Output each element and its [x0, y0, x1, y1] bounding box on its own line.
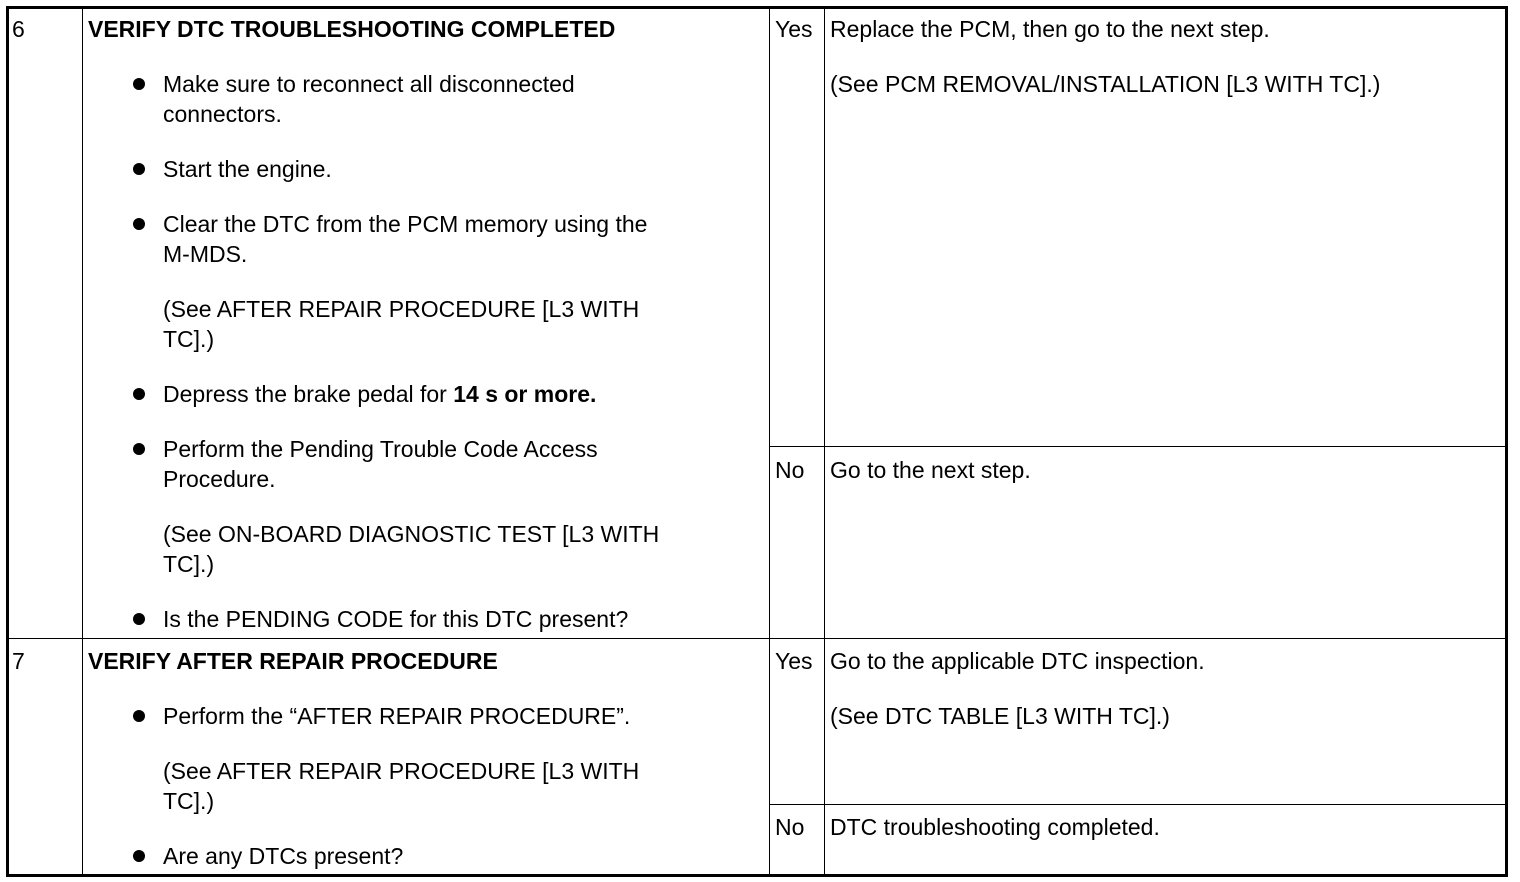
emphasis-text: PENDING CODE: [225, 606, 404, 632]
result-yes-label: Yes: [775, 16, 813, 42]
list-item-line: Are any DTCs present?: [163, 843, 404, 869]
list-item-line: Perform the “AFTER REPAIR PROCEDURE”.: [163, 703, 631, 729]
result-no-action: [830, 812, 1160, 842]
list-item-line: [163, 604, 628, 634]
reference-line: TC].): [163, 326, 215, 352]
reference-line: (See AFTER REPAIR PROCEDURE [L3 WITH: [163, 758, 640, 784]
divider-step6-step7: [8, 638, 1507, 639]
reference-line: (See AFTER REPAIR PROCEDURE [L3 WITH: [163, 296, 640, 322]
step-number: 6: [12, 16, 25, 42]
divider-action-col: [769, 8, 770, 876]
bullet-icon: [133, 218, 145, 230]
reference-line: TC].): [163, 788, 215, 814]
result-yes-action: Go to the applicable DTC inspection.: [830, 648, 1205, 674]
list-item-line: [163, 379, 596, 409]
divider-step6-yes-no: [769, 446, 1507, 447]
result-no-label: No: [775, 457, 805, 483]
bullet-icon: [133, 613, 145, 625]
list-item-line: Perform the Pending Trouble Code Access: [163, 436, 598, 462]
result-no-action: Go to the next step.: [830, 457, 1031, 483]
bullet-icon: [133, 850, 145, 862]
list-item-text: for this DTC present?: [403, 606, 629, 632]
reference-line: TC].): [163, 551, 215, 577]
list-item-line: Start the engine.: [163, 156, 332, 182]
reference-line: (See ON-BOARD DIAGNOSTIC TEST [L3 WITH: [163, 521, 660, 547]
bullet-icon: [133, 443, 145, 455]
emphasis-text: DTC: [830, 814, 878, 840]
list-item-text: Is the: [163, 606, 226, 632]
list-item-line: Make sure to reconnect all disconnected: [163, 71, 575, 97]
bullet-icon: [133, 163, 145, 175]
result-text: troubleshooting completed.: [877, 814, 1160, 840]
list-item-line: M-MDS.: [163, 241, 248, 267]
bullet-icon: [133, 388, 145, 400]
result-yes-action: Replace the PCM, then go to the next step.: [830, 16, 1270, 42]
divider-result-col: [824, 8, 825, 876]
list-item-line: Procedure.: [163, 466, 276, 492]
step-title: VERIFY AFTER REPAIR PROCEDURE: [88, 648, 498, 674]
step-title: VERIFY DTC TROUBLESHOOTING COMPLETED: [88, 16, 616, 42]
list-item-line: Clear the DTC from the PCM memory using the: [163, 211, 648, 237]
divider-step7-yes-no: [769, 804, 1507, 805]
bullet-icon: [133, 78, 145, 90]
step-number: 7: [12, 648, 25, 674]
divider-step-col: [82, 8, 83, 876]
list-item-line: connectors.: [163, 101, 282, 127]
result-yes-label: Yes: [775, 648, 813, 674]
bullet-icon: [133, 710, 145, 722]
result-yes-reference: (See DTC TABLE [L3 WITH TC].): [830, 703, 1170, 729]
result-yes-reference: (See PCM REMOVAL/INSTALLATION [L3 WITH TC].): [830, 71, 1381, 97]
result-no-label: No: [775, 814, 805, 840]
list-item-text: Depress the brake pedal for: [163, 381, 454, 407]
emphasis-text: 14 s or more.: [453, 381, 597, 407]
